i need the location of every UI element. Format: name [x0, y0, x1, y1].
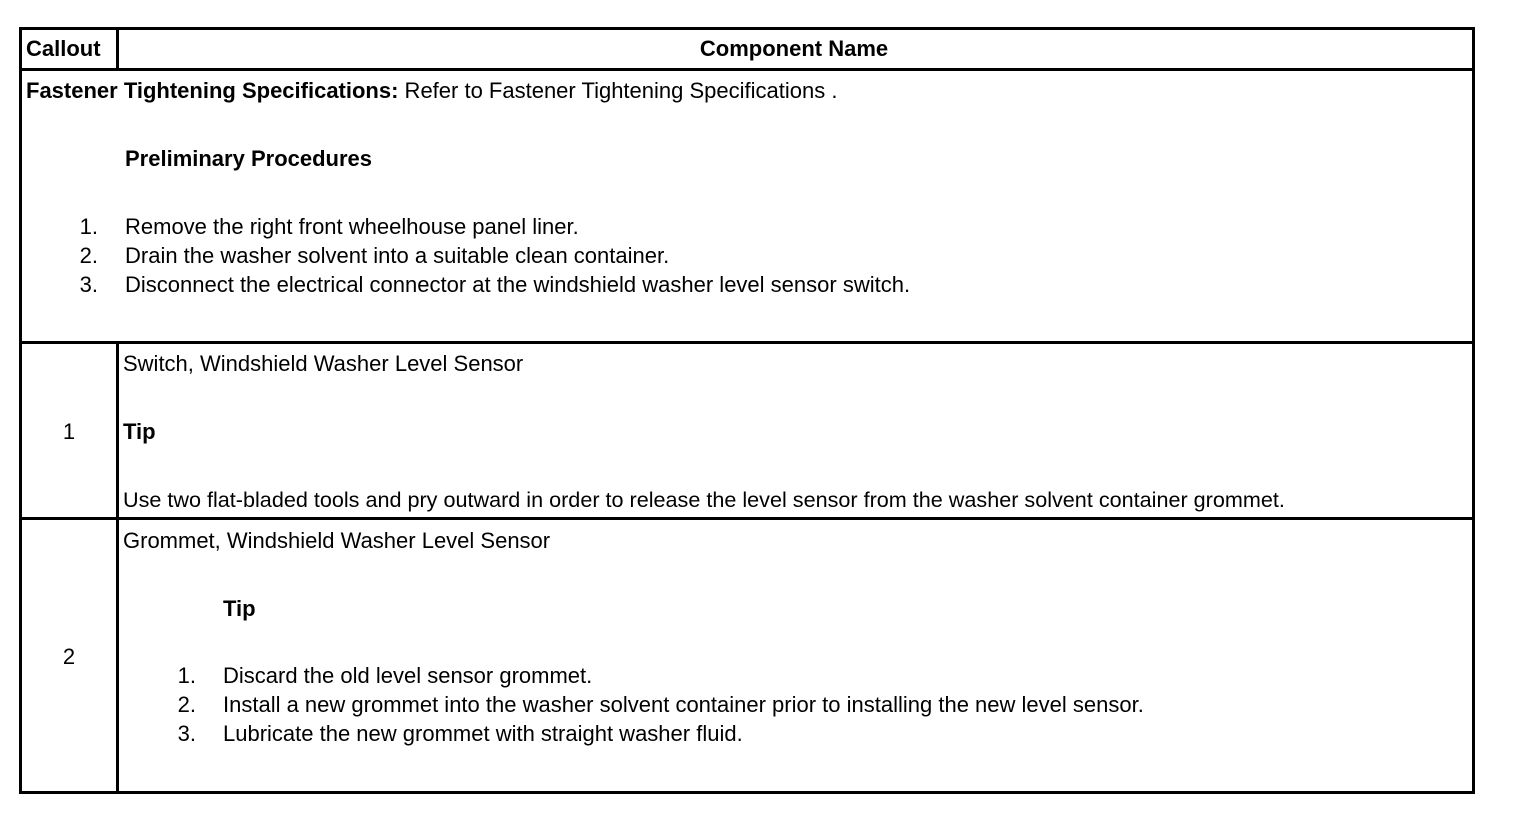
prelim-step-number: 1.: [79, 214, 98, 239]
fastener-spec-label: Fastener Tightening Specifications:: [26, 78, 399, 103]
tip-text: Use two flat-bladed tools and pry outward in order to release the level sensor from the washer solvent container grommet.: [123, 487, 1285, 512]
tip-heading: Tip: [123, 419, 156, 444]
tip-heading: Tip: [223, 596, 256, 621]
general-section-bottom-rule: [22, 341, 1472, 344]
prelim-step-text: Drain the washer solvent into a suitable clean container.: [125, 243, 670, 268]
preliminary-procedures-heading: Preliminary Procedures: [125, 146, 373, 171]
tip-step-number: 2.: [177, 692, 196, 717]
callout-number: 2: [62, 644, 76, 669]
callout-number: 1: [62, 419, 76, 444]
prelim-step-number: 2.: [79, 243, 98, 268]
prelim-step-number: 3.: [79, 272, 98, 297]
tip-step-number: 3.: [177, 721, 196, 746]
fastener-spec-reference: Refer to Fastener Tightening Specifications .: [398, 78, 838, 103]
component-name: Grommet, Windshield Washer Level Sensor: [123, 528, 551, 553]
tip-step-text: Discard the old level sensor grommet.: [223, 663, 593, 688]
body-column-divider: [116, 341, 119, 791]
tip-step-number: 1.: [177, 663, 196, 688]
tip-step-text: Lubricate the new grommet with straight washer fluid.: [223, 721, 743, 746]
fastener-spec-line: [26, 78, 837, 104]
tip-step-text: Install a new grommet into the washer solvent container prior to installing the new level sensor.: [223, 692, 1144, 717]
header-bottom-rule: [22, 68, 1472, 71]
callout-column-header: Callout: [26, 36, 101, 61]
procedure-table: [19, 27, 1475, 794]
component-name: Switch, Windshield Washer Level Sensor: [123, 351, 524, 376]
component-name-column-header: Component Name: [699, 36, 889, 61]
row-1-bottom-rule: [22, 517, 1472, 520]
prelim-step-text: Remove the right front wheelhouse panel liner.: [125, 214, 579, 239]
prelim-step-text: Disconnect the electrical connector at the windshield washer level sensor switch.: [125, 272, 911, 297]
